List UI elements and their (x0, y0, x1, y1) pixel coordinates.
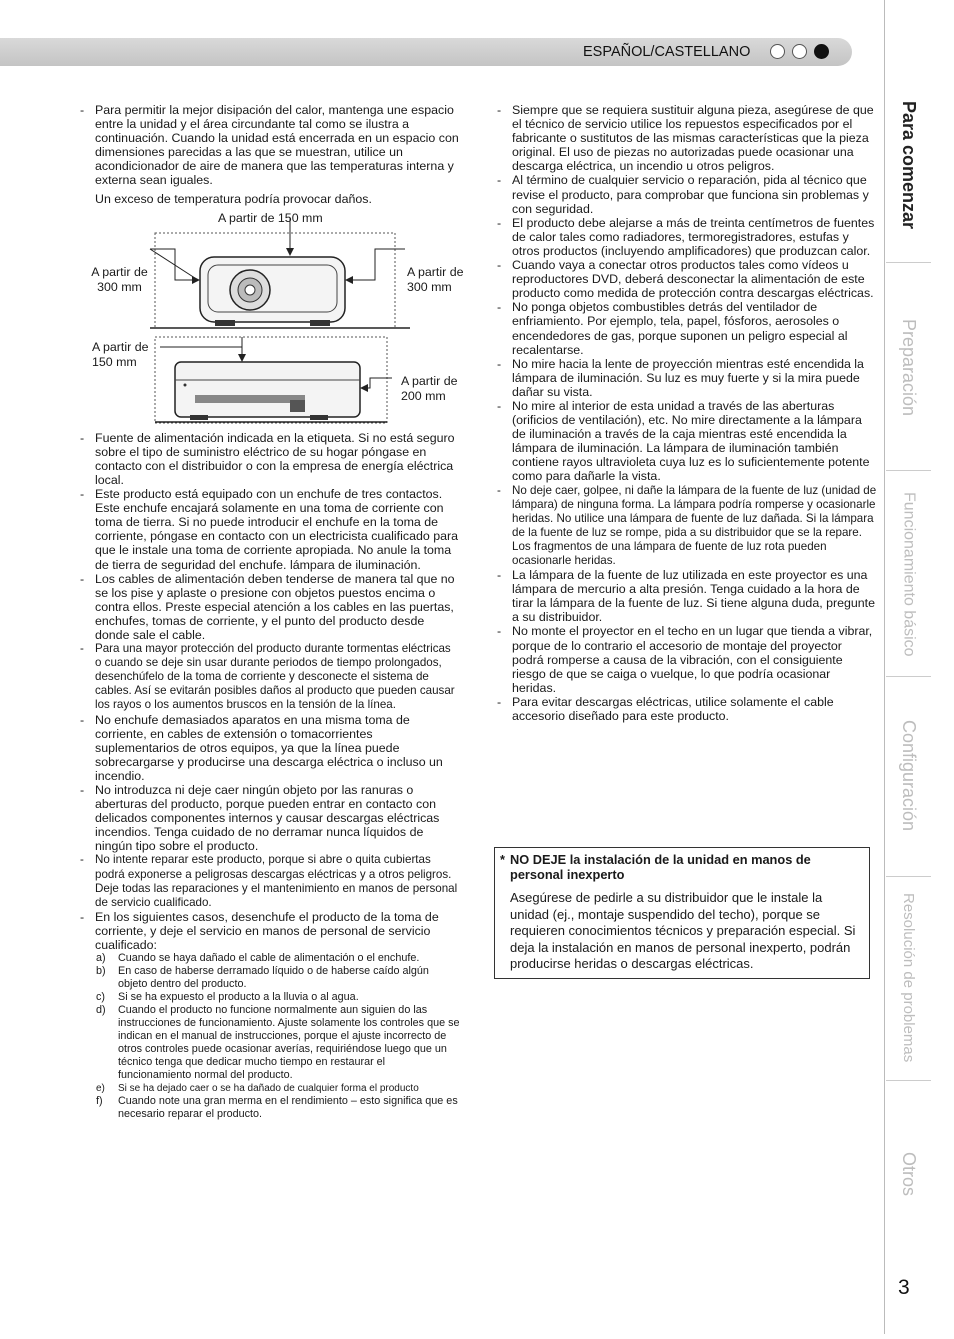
label-right: A partir de 300 mm (407, 264, 464, 294)
list-item: - No ponga objetos combustibles detrás del ventilador de enfriamiento. Por ejemplo, tela, papel, fósforos, aerosoles o encendedores de gas, porque suponen un peligro especial al recalentarse. (497, 300, 848, 357)
list-item: - El producto debe alejarse a más de treinta centímetros de fuentes de calor tales como radiadores, termoregistradores, estufas y otros productos (incluyendo amplificadores) que produzcan calor. (497, 215, 875, 258)
tab-para-comenzar[interactable]: Para comenzar (899, 100, 919, 230)
notice-body: Asegúrese de pedirle a su distribuidor que le instale la unidad (ej., montaje suspendido del techo), porque se requieren conocimientos técnicos y preparación especial. Si deja la instalación en manos de personal inexperto, podrán producirse heridas o descargas eléctricas. (510, 890, 856, 972)
side-tab-border (884, 0, 885, 1334)
sub-item: e) Si se ha dejado caer o se ha dañado de cualquier forma el producto (96, 1083, 419, 1095)
list-item: - Los cables de alimentación deben tenderse de manera tal que no se los pise y aplaste o presione con objetos puestos encima o contra ellos. Preste especial atención a los cables en las puertas, enchufes, tomas de corriente, y el punto del producto desde donde sale el cable. (80, 571, 455, 642)
tab-separator (886, 470, 931, 471)
tab-separator (886, 1080, 931, 1081)
list-item: - No mire al interior de esta unidad a través de las aberturas (orificios de ventilación), etc. No mire directamente a la lámpara de iluminación a través de la caja mientras esté encendida la lámpara de iluminación. La lámpara de iluminación también contiene rayos ultravioleta cuya luz es lo suficientemente potente como para dañarle la vista. (497, 398, 870, 484)
list-item: - Siempre que se requiera sustituir alguna pieza, asegúrese de que el técnico de servicio utilice los repuestos especificados por el fabricante o sustitutos de las mismas características que la pieza original. El uso de piezas no autorizadas puede ocasionar una descarga eléctrica, un incendio u otros peligros. (497, 103, 874, 174)
label-top: A partir de 150 mm (218, 210, 323, 225)
sub-item: b) En caso de haberse derramado líquido o de haberse caído algún objeto dentro del producto. (96, 965, 429, 991)
label-side-right: A partir de 200 mm (401, 373, 458, 403)
tab-resolucion-de-problemas[interactable]: Resolución de problemas (900, 893, 917, 1063)
tab-configuracion[interactable]: Configuración (899, 720, 919, 832)
tab-otros[interactable]: Otros (899, 1151, 919, 1196)
list-item: - Cuando vaya a conectar otros productos tales como vídeos u reproductores DVD, deberá desconectar la alimentación de este producto como medida de protección contra descargas eléctricas. (497, 258, 874, 301)
tab-separator (886, 262, 931, 263)
list-item: - En los siguientes casos, desenchufe el producto de la toma de corriente, y deje el servicio en manos de personal de servicio cualificado: (80, 909, 439, 953)
list-item: - No monte el proyector en el techo en un lugar que tienda a vibrar, porque de lo contrario el accesorio de montaje del proyector podrá romperse a causa de la vibración, con el consiguiente riesgo de que se caiga o vuelque, lo que podría ocasionar heridas. (497, 624, 873, 695)
tab-separator (886, 876, 931, 877)
list-item: - Al término de cualquier servicio o reparación, pida al técnico que revise el producto, para comprobar que funciona sin problemas y con seguridad. (497, 173, 869, 216)
notice-title: * NO DEJE la instalación de la unidad en manos de personal inexperto (500, 852, 811, 882)
list-item: - No mire hacia la lente de proyección mientras esté encendida la lámpara de iluminación. Su luz es muy fuerte y si la mira puede dañar su vista. (497, 356, 864, 399)
clearance-figure (80, 210, 480, 425)
indicator-dot-3-active (814, 44, 829, 59)
tab-separator (886, 676, 931, 677)
sub-item: f) Cuando note una gran merma en el rendimiento – esto significa que es necesario reparar el producto. (96, 1095, 458, 1121)
installation-notice (494, 847, 870, 979)
label-side-top: A partir de 150 mm (92, 339, 149, 369)
language-label: ESPAÑOL/CASTELLANO (583, 44, 751, 60)
list-item: - Para una mayor protección del producto durante tormentas eléctricas o cuando se deje sin usar durante periodos de tiempo prolongados, desenchúfelo de la toma de corriente y desconecte el sistema de cables. Así se evitarán posibles daños al producto que pueden causar los rayos o los aumentos bruscos en la tensión de la línea. (80, 642, 455, 712)
list-item: - Fuente de alimentación indicada en la etiqueta. Si no está seguro sobre el tipo de suministro eléctrico de su hogar póngase en contacto con el distribuidor o con la empresa de energía eléctrica local. (80, 430, 455, 487)
intro-note: Un exceso de temperatura podría provocar daños. (95, 191, 372, 206)
sub-item: a) Cuando se haya dañado el cable de alimentación o el enchufe. (96, 952, 420, 965)
list-item: - No intente reparar este producto, porque si abre o quita cubiertas podrá exponerse a peligrosas descargas eléctricas y a otros peligros. Deje todas las reparaciones y el mantenimiento en manos de personal de servicio cualificado. (80, 853, 458, 909)
tab-preparacion[interactable]: Preparación (899, 319, 919, 417)
list-item: - No enchufe demasiados aparatos en una misma toma de corriente, en cables de extensión o tomacorrientes suplementarios de otros equipos, ya que la línea puede sobrecargarse y producirse una descarga eléctrica o incluso un incendio. (80, 712, 443, 783)
list-item: - No introduzca ni deje caer ningún objeto por las ranuras o aberturas del producto, porque pueden entrar en contacto con delicados componentes internos y causar descargas eléctricas incendios. Tenga cuidado de no derramar nunca líquidos de ningún tipo sobre el producto. (80, 783, 440, 854)
section-indicator (770, 44, 829, 59)
intro-text: Para permitir la mejor disipación del calor, mantenga une espacio entre la unidad y el área circundante tal como se ilustra a continuación. Cuando la unidad está encerrada en un espacio con dimensiones parecidas a las que se muestran, utilice un acondicionador de aire de manera que las temperaturas interna y externa sean iguales. (95, 103, 459, 188)
sub-item: d) Cuando el producto no funcione normalmente aun siguien do las instrucciones de funcionamiento. Ajuste solamente los controles que se indican en el manual de instrucciones, porque el ajuste incorrecto de otros controles puede ocasionar averías, requiriéndose luego que un técnico tenga que dedicar mucho tiempo en restaurar el funcionamiento normal del producto. (96, 1004, 460, 1082)
list-item: - No deje caer, golpee, ni dañe la lámpara de la fuente de luz (unidad de lámpara) de ninguna forma. La lámpara podría romperse y ocasionarle heridas. No utilice una lámpara de fuente de luz dañada. Si la lámpara de la fuente de luz se rompe, pida a su distribuidor que se la repare. Los fragmentos de una lámpara de fuente de luz rota pueden ocasionarle heridas. (497, 483, 877, 567)
tab-funcionamiento-basico[interactable]: Funcionamiento básico (900, 491, 918, 657)
left-column (80, 103, 464, 1121)
sub-item: c) Si se ha expuesto el producto a la lluvia o al agua. (96, 991, 359, 1004)
page-number: 3 (898, 1276, 910, 1299)
label-left: A partir de 300 mm (91, 264, 148, 294)
indicator-dot-2 (792, 44, 807, 59)
list-item: - Para evitar descargas eléctricas, utilice solamente el cable accesorio diseñado para este producto. (497, 694, 834, 724)
list-item: - La lámpara de la fuente de luz utilizada en este proyector es una lámpara de mercurio a alta presión. Tenga cuidado a la hora de tirar la lámpara de la fuente de luz. Si tiene alguna duda, pregunte a su distribuidor. (497, 568, 876, 625)
list-item: - Este producto está equipado con un enchufe de tres contactos. Este enchufe encajará solamente en una toma de corriente con toma de tierra. Si no puede introducir el enchufe en la toma de corriente, póngase en contacto con un electricista cualificado para que le instale una toma de corriente apropiada. No anule la toma de tierra de seguridad del enchufe. lámpara de iluminación. (80, 487, 458, 572)
right-column (497, 103, 877, 723)
indicator-dot-1 (770, 44, 785, 59)
list-item: - Para permitir la mejor disipación del calor, mantenga une espacio entre la unidad y el área circundante tal como se ilustra a continuación. Cuando la unidad está encerrada en un espacio con dimensiones parecidas a las que se muestran, utilice un acondicionador de aire de manera que las temperaturas interna y externa sean iguales. (80, 103, 459, 188)
